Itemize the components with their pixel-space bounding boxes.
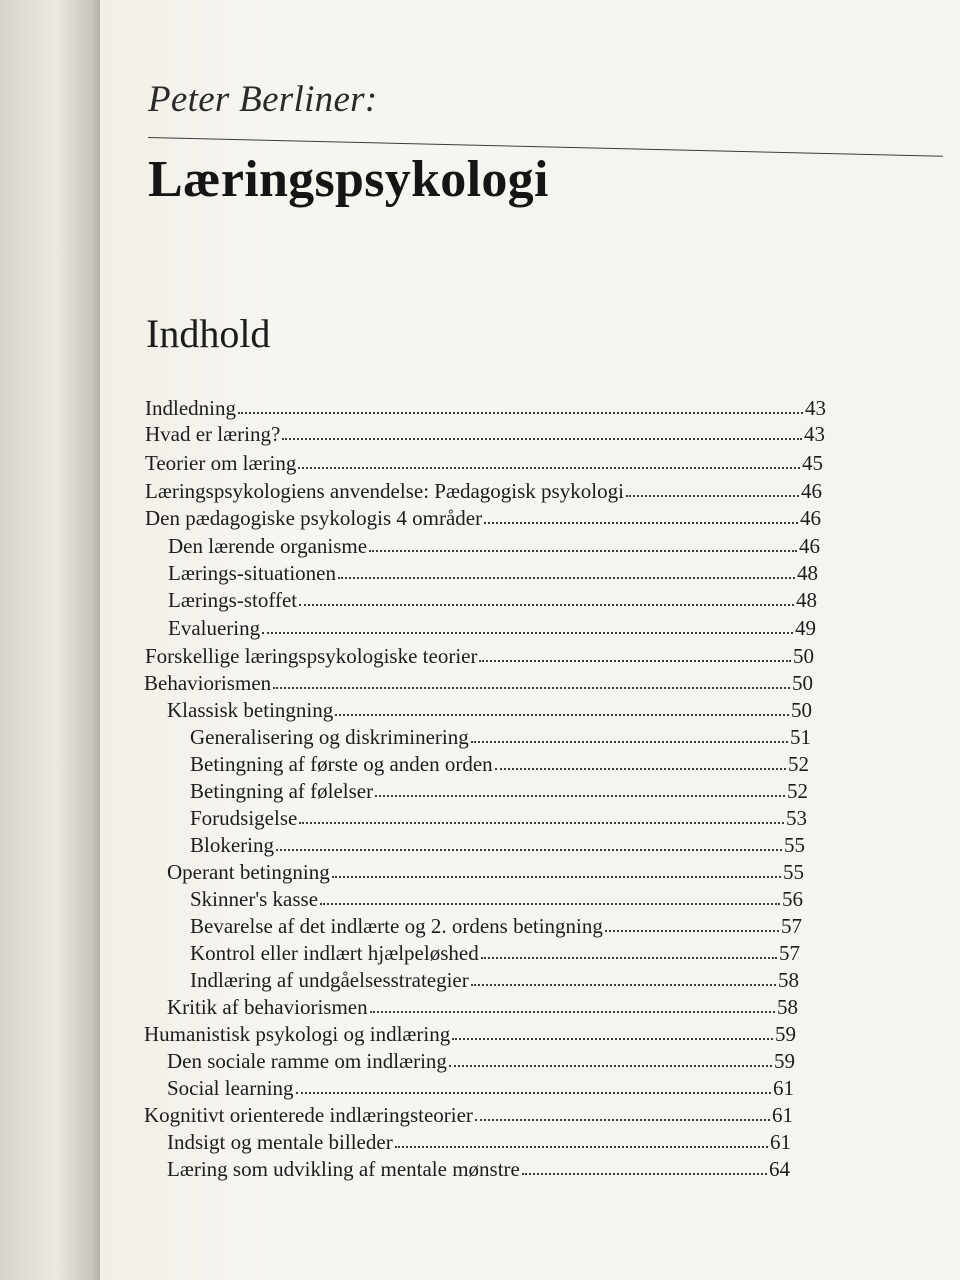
toc-leader-dots bbox=[484, 522, 798, 524]
toc-leader-dots bbox=[262, 632, 793, 634]
toc-entry bbox=[167, 1048, 795, 1074]
toc-entry bbox=[167, 994, 798, 1020]
toc-page-number: 58 bbox=[777, 995, 798, 1019]
toc-page-number: 48 bbox=[796, 588, 817, 612]
toc-leader-dots bbox=[320, 903, 780, 905]
toc-page-number: 46 bbox=[800, 506, 821, 530]
toc-leader-dots bbox=[296, 1092, 771, 1094]
toc-leader-dots bbox=[276, 849, 782, 851]
book-gutter bbox=[0, 0, 100, 1280]
toc-entry-title: Indledning bbox=[145, 396, 236, 420]
toc-leader-dots bbox=[395, 1146, 768, 1148]
toc-entry-title: Hvad er læring? bbox=[145, 422, 281, 446]
toc-leader-dots bbox=[369, 550, 797, 552]
toc-leader-dots bbox=[299, 604, 794, 606]
author-name: Peter Berliner: bbox=[148, 79, 378, 120]
toc-leader-dots bbox=[298, 467, 800, 469]
toc-entry bbox=[145, 395, 826, 421]
chapter-title: Læringspsykologi bbox=[148, 151, 549, 208]
toc-leader-dots bbox=[495, 768, 786, 770]
toc-leader-dots bbox=[238, 412, 803, 414]
toc-entry bbox=[190, 832, 805, 858]
toc-page-number: 50 bbox=[792, 671, 813, 695]
toc-entry-title: Operant betingning bbox=[167, 860, 330, 884]
toc-leader-dots bbox=[332, 876, 781, 878]
toc-leader-dots bbox=[370, 1011, 775, 1013]
toc-page-number: 58 bbox=[778, 968, 799, 992]
toc-entry-title: Den lærende organisme bbox=[168, 534, 368, 558]
toc-page-number: 55 bbox=[784, 833, 805, 857]
toc-entry-title: Kontrol eller indlært hjælpeløshed bbox=[190, 941, 479, 965]
toc-entry-title: Den sociale ramme om indlæring bbox=[167, 1049, 447, 1073]
toc-entry bbox=[144, 1102, 793, 1128]
toc-entry bbox=[167, 697, 812, 723]
toc-page-number: 55 bbox=[783, 860, 804, 884]
toc-entry bbox=[167, 1129, 791, 1155]
toc-page-number: 49 bbox=[795, 616, 816, 640]
toc-page-number: 45 bbox=[802, 451, 823, 475]
toc-entry bbox=[168, 560, 818, 586]
toc-entry-title: Lærings-stoffet bbox=[168, 588, 298, 612]
toc-entry-title: Evaluering bbox=[168, 616, 261, 640]
toc-entry bbox=[145, 450, 823, 476]
toc-entry bbox=[167, 859, 804, 885]
toc-page-number: 56 bbox=[782, 887, 803, 911]
toc-leader-dots bbox=[605, 930, 779, 932]
toc-page-number: 59 bbox=[774, 1049, 795, 1073]
toc-entry bbox=[167, 1075, 794, 1101]
toc-leader-dots bbox=[452, 1038, 773, 1040]
toc-entry-title: Indlæring af undgåelsesstrategier bbox=[190, 968, 469, 992]
toc-leader-dots bbox=[335, 714, 789, 716]
toc-page-number: 52 bbox=[788, 752, 809, 776]
toc-entry bbox=[190, 886, 803, 912]
toc-leader-dots bbox=[282, 438, 802, 440]
toc-leader-dots bbox=[481, 957, 777, 959]
toc-entry-title: Humanistisk psykologi og indlæring bbox=[144, 1022, 451, 1046]
toc-page-number: 57 bbox=[779, 941, 800, 965]
toc-entry-title: Bevarelse af det indlærte og 2. ordens betingning bbox=[190, 914, 603, 938]
toc-entry bbox=[167, 1156, 790, 1182]
toc-entry bbox=[144, 1021, 796, 1047]
toc-page-number: 51 bbox=[790, 725, 811, 749]
toc-entry bbox=[145, 505, 821, 531]
toc-leader-dots bbox=[273, 687, 790, 689]
toc-entry-title: Skinner's kasse bbox=[190, 887, 319, 911]
toc-entry-title: Forskellige læringspsykologiske teorier bbox=[145, 644, 478, 668]
toc-entry bbox=[144, 670, 813, 696]
toc-entry-title: Læringspsykologiens anvendelse: Pædagogisk psykologi bbox=[145, 479, 624, 503]
toc-entry-title: Generalisering og diskriminering bbox=[190, 725, 469, 749]
toc-entry-title: Behaviorismen bbox=[144, 671, 272, 695]
toc-entry bbox=[190, 778, 808, 804]
toc-leader-dots bbox=[479, 660, 791, 662]
toc-entry-title: Indsigt og mentale billeder bbox=[167, 1130, 393, 1154]
toc-entry-title: Læring som udvikling af mentale mønstre bbox=[167, 1157, 520, 1181]
toc-entry-title: Kritik af behaviorismen bbox=[167, 995, 368, 1019]
toc-page-number: 61 bbox=[770, 1130, 791, 1154]
toc-entry bbox=[168, 615, 816, 641]
toc-entry-title: Den pædagogiske psykologis 4 områder bbox=[145, 506, 483, 530]
toc-page-number: 46 bbox=[799, 534, 820, 558]
toc-page-number: 61 bbox=[773, 1076, 794, 1100]
toc-entry bbox=[190, 724, 811, 750]
toc-entry-title: Betingning af følelser bbox=[190, 779, 374, 803]
toc-entry-title: Betingning af første og anden orden bbox=[190, 752, 493, 776]
toc-entry bbox=[145, 478, 822, 504]
toc-entry bbox=[190, 805, 807, 831]
toc-entry-title: Forudsigelse bbox=[190, 806, 298, 830]
toc-entry-title: Teorier om læring bbox=[145, 451, 297, 475]
toc-entry bbox=[168, 587, 817, 613]
toc-page-number: 64 bbox=[769, 1157, 790, 1181]
toc-leader-dots bbox=[626, 495, 799, 497]
toc-leader-dots bbox=[375, 795, 785, 797]
toc-page-number: 59 bbox=[775, 1022, 796, 1046]
contents-heading: Indhold bbox=[146, 311, 271, 356]
toc-entry-title: Klassisk betingning bbox=[167, 698, 334, 722]
toc-page-number: 57 bbox=[781, 914, 802, 938]
toc-page-number: 48 bbox=[797, 561, 818, 585]
toc-page-number: 50 bbox=[791, 698, 812, 722]
toc-entry bbox=[190, 940, 800, 966]
toc-entry bbox=[145, 421, 825, 447]
toc-page-number: 61 bbox=[772, 1103, 793, 1127]
toc-page-number: 53 bbox=[786, 806, 807, 830]
toc-leader-dots bbox=[522, 1173, 767, 1175]
toc-entry bbox=[168, 533, 820, 559]
toc-entry bbox=[190, 751, 809, 777]
toc-entry-title: Social learning bbox=[167, 1076, 294, 1100]
toc-entry bbox=[190, 967, 799, 993]
toc-page-number: 52 bbox=[787, 779, 808, 803]
toc-entry bbox=[190, 913, 802, 939]
toc-entry-title: Lærings-situationen bbox=[168, 561, 336, 585]
toc-page-number: 43 bbox=[804, 422, 825, 446]
toc-page-number: 43 bbox=[805, 396, 826, 420]
toc-entry-title: Kognitivt orienterede indlæringsteorier bbox=[144, 1103, 473, 1127]
toc-entry-title: Blokering bbox=[190, 833, 274, 857]
toc-leader-dots bbox=[475, 1119, 770, 1121]
toc-leader-dots bbox=[471, 741, 788, 743]
toc-leader-dots bbox=[471, 984, 776, 986]
toc-leader-dots bbox=[338, 577, 795, 579]
toc-page-number: 50 bbox=[793, 644, 814, 668]
toc-leader-dots bbox=[449, 1065, 772, 1067]
toc-page-number: 46 bbox=[801, 479, 822, 503]
toc-leader-dots bbox=[299, 822, 784, 824]
toc-entry bbox=[145, 643, 814, 669]
